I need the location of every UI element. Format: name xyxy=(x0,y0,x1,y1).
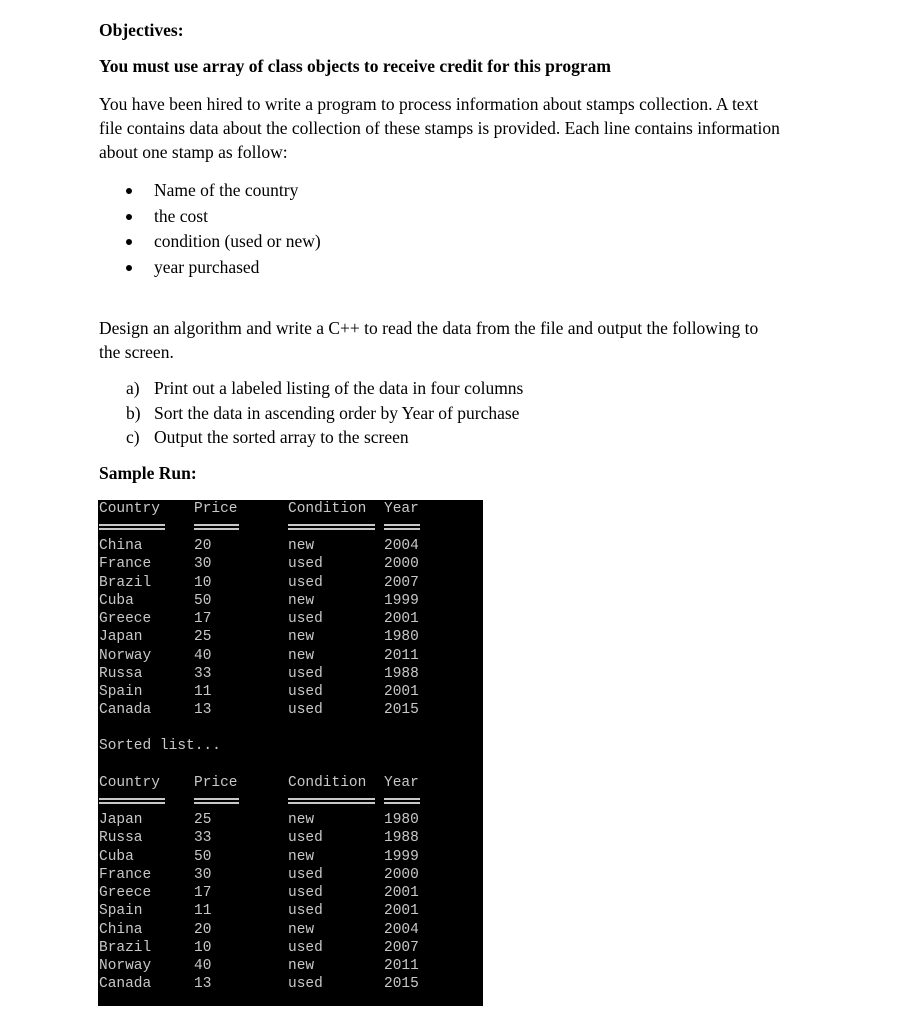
cell-condition: used xyxy=(288,939,323,956)
header-year: Year xyxy=(384,501,419,517)
cell-condition: new xyxy=(288,921,315,938)
cell-country: Japan xyxy=(99,812,143,828)
table-row xyxy=(98,829,483,847)
cell-condition: used xyxy=(288,903,323,920)
header-price: Price xyxy=(194,501,238,517)
header-price: Price xyxy=(194,775,238,791)
cell-condition: used xyxy=(288,684,323,700)
cell-condition: used xyxy=(288,702,323,719)
cell-year: 1988 xyxy=(384,830,419,847)
cell-country: Spain xyxy=(99,684,143,700)
cell-price: 10 xyxy=(194,574,212,591)
table-row xyxy=(98,921,483,939)
bullet-icon xyxy=(126,188,132,194)
cell-price: 50 xyxy=(194,848,212,865)
sorted-label-text: Sorted list... xyxy=(99,738,221,754)
task-marker: a) xyxy=(126,378,140,398)
cell-condition: used xyxy=(288,556,323,573)
cell-price: 13 xyxy=(194,976,212,993)
table-row xyxy=(98,902,483,920)
cell-country: Russa xyxy=(99,830,143,847)
cell-condition: used xyxy=(288,611,323,627)
cell-year: 2011 xyxy=(384,647,419,664)
bullet-icon xyxy=(126,214,132,220)
table-row xyxy=(98,683,483,701)
field-item xyxy=(126,229,321,255)
cell-price: 17 xyxy=(194,611,212,627)
task-text: Print out a labeled listing of the data in four columns xyxy=(154,378,524,398)
bullet-icon xyxy=(126,239,132,245)
cell-price: 33 xyxy=(194,665,212,682)
cell-price: 30 xyxy=(194,556,212,573)
cell-condition: used xyxy=(288,830,323,847)
cell-country: Cuba xyxy=(99,592,134,609)
page-heading: Objectives: xyxy=(99,20,184,40)
console-header-row xyxy=(98,774,483,792)
cell-year: 2000 xyxy=(384,556,419,573)
table-row xyxy=(98,866,483,884)
cell-price: 50 xyxy=(194,592,212,609)
field-text: condition (used or new) xyxy=(154,231,321,252)
task-item xyxy=(126,425,523,450)
cell-year: 2001 xyxy=(384,611,419,627)
table-row xyxy=(98,592,483,610)
cell-year: 2015 xyxy=(384,702,419,719)
cell-condition: new xyxy=(288,592,315,609)
cell-price: 33 xyxy=(194,830,212,847)
design-paragraph xyxy=(99,316,758,364)
cell-condition: used xyxy=(288,665,323,682)
field-item xyxy=(126,178,321,204)
table-row xyxy=(98,537,483,555)
cell-country: Greece xyxy=(99,611,152,627)
console-output xyxy=(98,500,483,1006)
table-row xyxy=(98,884,483,902)
intro-paragraph xyxy=(99,92,780,164)
cell-country: Cuba xyxy=(99,848,134,865)
cell-condition: new xyxy=(288,958,315,974)
field-item xyxy=(126,255,321,281)
table-row xyxy=(98,574,483,592)
cell-country: Canada xyxy=(99,976,152,993)
cell-country: France xyxy=(99,866,152,883)
cell-condition: new xyxy=(288,848,315,865)
cell-condition: new xyxy=(288,812,315,828)
cell-price: 10 xyxy=(194,939,212,956)
cell-year: 2015 xyxy=(384,976,419,993)
cell-country: Norway xyxy=(99,958,152,974)
table-row xyxy=(98,939,483,957)
cell-price: 25 xyxy=(194,812,212,828)
cell-year: 1980 xyxy=(384,629,419,646)
task-text: Sort the data in ascending order by Year of purchase xyxy=(154,402,520,423)
cell-year: 2011 xyxy=(384,958,419,974)
cell-country: China xyxy=(99,921,143,938)
table-row xyxy=(98,811,483,829)
cell-price: 11 xyxy=(194,903,212,920)
intro-line: about one stamp as follow: xyxy=(99,142,288,162)
table-row xyxy=(98,701,483,719)
cell-year: 2004 xyxy=(384,538,419,554)
design-line: the screen. xyxy=(99,342,174,362)
cell-price: 25 xyxy=(194,629,212,646)
cell-condition: new xyxy=(288,647,315,664)
cell-year: 2007 xyxy=(384,939,419,956)
cell-year: 2000 xyxy=(384,866,419,883)
sorted-label xyxy=(98,737,483,755)
header-year: Year xyxy=(384,775,419,791)
cell-country: Spain xyxy=(99,903,143,920)
task-item xyxy=(126,401,523,426)
bullet-icon xyxy=(126,265,132,271)
cell-price: 30 xyxy=(194,866,212,883)
cell-country: Norway xyxy=(99,647,152,664)
table-row xyxy=(98,975,483,993)
task-list xyxy=(126,376,523,450)
cell-price: 20 xyxy=(194,538,212,554)
cell-year: 1999 xyxy=(384,592,419,609)
field-text: Name of the country xyxy=(154,180,299,200)
task-item xyxy=(126,376,523,401)
cell-country: Greece xyxy=(99,885,152,901)
field-bullet-list xyxy=(126,178,321,281)
cell-year: 1980 xyxy=(384,812,419,828)
cell-year: 2004 xyxy=(384,921,419,938)
cell-condition: new xyxy=(288,629,315,646)
requirement-note: You must use array of class objects to receive credit for this program xyxy=(99,56,611,76)
cell-condition: used xyxy=(288,574,323,591)
task-marker: b) xyxy=(126,402,141,423)
cell-year: 2001 xyxy=(384,684,419,700)
header-condition: Condition xyxy=(288,501,367,517)
cell-year: 2007 xyxy=(384,574,419,591)
cell-price: 40 xyxy=(194,958,212,974)
table-row xyxy=(98,647,483,665)
sample-run-label: Sample Run: xyxy=(99,463,197,483)
cell-year: 1988 xyxy=(384,665,419,682)
cell-country: China xyxy=(99,538,143,554)
table-row xyxy=(98,665,483,683)
cell-price: 20 xyxy=(194,921,212,938)
cell-country: Japan xyxy=(99,629,143,646)
task-text: Output the sorted array to the screen xyxy=(154,427,409,448)
cell-country: Brazil xyxy=(99,939,152,956)
cell-condition: used xyxy=(288,885,323,901)
header-country: Country xyxy=(99,501,160,517)
console-header-row xyxy=(98,500,483,518)
header-country: Country xyxy=(99,775,160,791)
cell-condition: new xyxy=(288,538,315,554)
cell-country: Russa xyxy=(99,665,143,682)
cell-year: 2001 xyxy=(384,903,419,920)
cell-condition: used xyxy=(288,976,323,993)
cell-price: 17 xyxy=(194,885,212,901)
cell-price: 40 xyxy=(194,647,212,664)
cell-year: 1999 xyxy=(384,848,419,865)
header-condition: Condition xyxy=(288,775,367,791)
table-row xyxy=(98,628,483,646)
cell-price: 13 xyxy=(194,702,212,719)
cell-country: Canada xyxy=(99,702,152,719)
field-item xyxy=(126,204,321,230)
table-row xyxy=(98,848,483,866)
cell-country: France xyxy=(99,556,152,573)
intro-line: You have been hired to write a program to process information about stamps collection. A text xyxy=(99,94,759,114)
field-text: the cost xyxy=(154,205,208,226)
cell-country: Brazil xyxy=(99,574,152,591)
cell-year: 2001 xyxy=(384,885,419,901)
cell-condition: used xyxy=(288,866,323,883)
task-marker: c) xyxy=(126,427,140,448)
table-row xyxy=(98,610,483,628)
intro-line: file contains data about the collection of these stamps is provided. Each line contains information xyxy=(99,118,780,138)
design-line: Design an algorithm and write a C++ to read the data from the file and output the following to xyxy=(99,318,759,338)
table-row xyxy=(98,957,483,975)
table-row xyxy=(98,555,483,573)
field-text: year purchased xyxy=(154,257,260,278)
cell-price: 11 xyxy=(194,684,212,700)
